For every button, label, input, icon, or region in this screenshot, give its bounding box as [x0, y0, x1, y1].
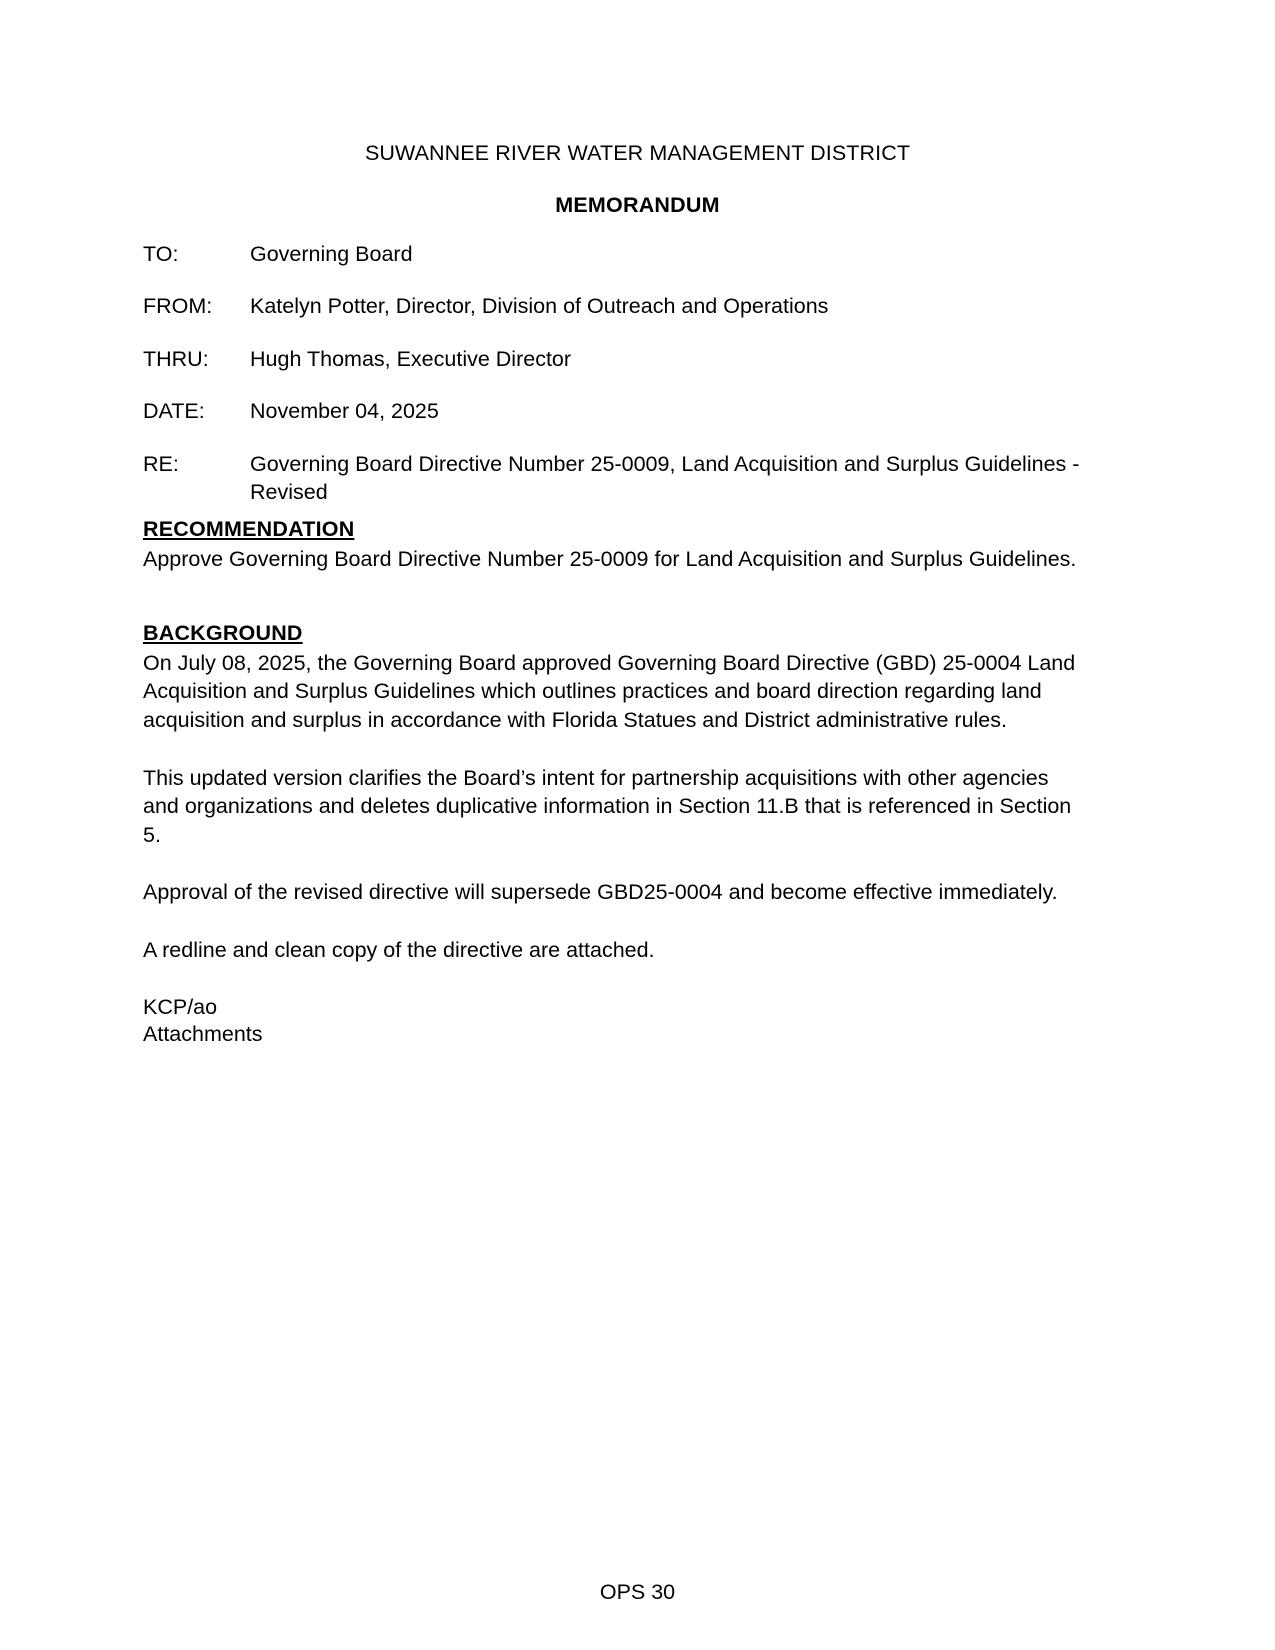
background-paragraph-1: On July 08, 2025, the Governing Board approved Governing Board Directive (GBD) 25-0004 Land Acquisition and Surplus Guidelines which outlines practices and board direction regarding land acquisition and surplus in accordance with Florida Statues and District administrative rules. [143, 650, 1076, 732]
memo-body [143, 515, 1083, 1049]
field-row-to [143, 240, 1095, 268]
field-label-to: TO: [143, 242, 179, 266]
section-spacer [143, 573, 1083, 619]
background-paragraph-2: This updated version clarifies the Board’s intent for partnership acquisitions with other agencies and organizations and deletes duplicative information in Section 11.B that is referenced in Section 5. [143, 765, 1072, 847]
field-value-date: November 04, 2025 [250, 399, 439, 424]
footer-page-marker: OPS 30 [599, 1580, 676, 1604]
paragraph-spacer-2 [143, 849, 1083, 878]
field-value-to: Governing Board [250, 242, 413, 266]
background-heading: BACKGROUND [143, 621, 303, 646]
field-label-date: DATE: [143, 399, 205, 424]
paragraph-spacer-3 [143, 907, 1083, 936]
field-row-from [143, 292, 1095, 320]
paragraph-spacer-1 [143, 735, 1083, 764]
background-paragraph-3: Approval of the revised directive will supersede GBD25-0004 and become effective immediately. [143, 880, 1058, 905]
field-value-from: Katelyn Potter, Director, Division of Outreach and Operations [250, 294, 829, 319]
field-label-thru: THRU: [143, 346, 209, 371]
field-value-re: Governing Board Directive Number 25-0009, Land Acquisition and Surplus Guidelines - Revised [250, 451, 1080, 504]
field-row-date [143, 397, 1095, 425]
page-title: SUWANNEE RIVER WATER MANAGEMENT DISTRICT [364, 141, 911, 165]
field-value-thru: Hugh Thomas, Executive Director [250, 346, 572, 371]
recommendation-heading: RECOMMENDATION [143, 517, 355, 541]
paragraph-spacer-4 [143, 965, 1083, 994]
background-paragraph-4: A redline and clean copy of the directive are attached. [143, 937, 655, 962]
recommendation-body: Approve Governing Board Directive Number 25-0009 for Land Acquisition and Surplus Guidelines. [143, 546, 1077, 571]
memorandum-heading: MEMORANDUM [555, 193, 720, 217]
memo-fields [143, 240, 1095, 506]
field-label-re: RE: [143, 451, 179, 476]
field-row-thru [143, 345, 1095, 373]
signoff-attachments: Attachments [143, 1022, 263, 1047]
field-row-re [143, 450, 1095, 507]
signoff-initials: KCP/ao [143, 994, 218, 1019]
field-label-from: FROM: [143, 294, 213, 319]
